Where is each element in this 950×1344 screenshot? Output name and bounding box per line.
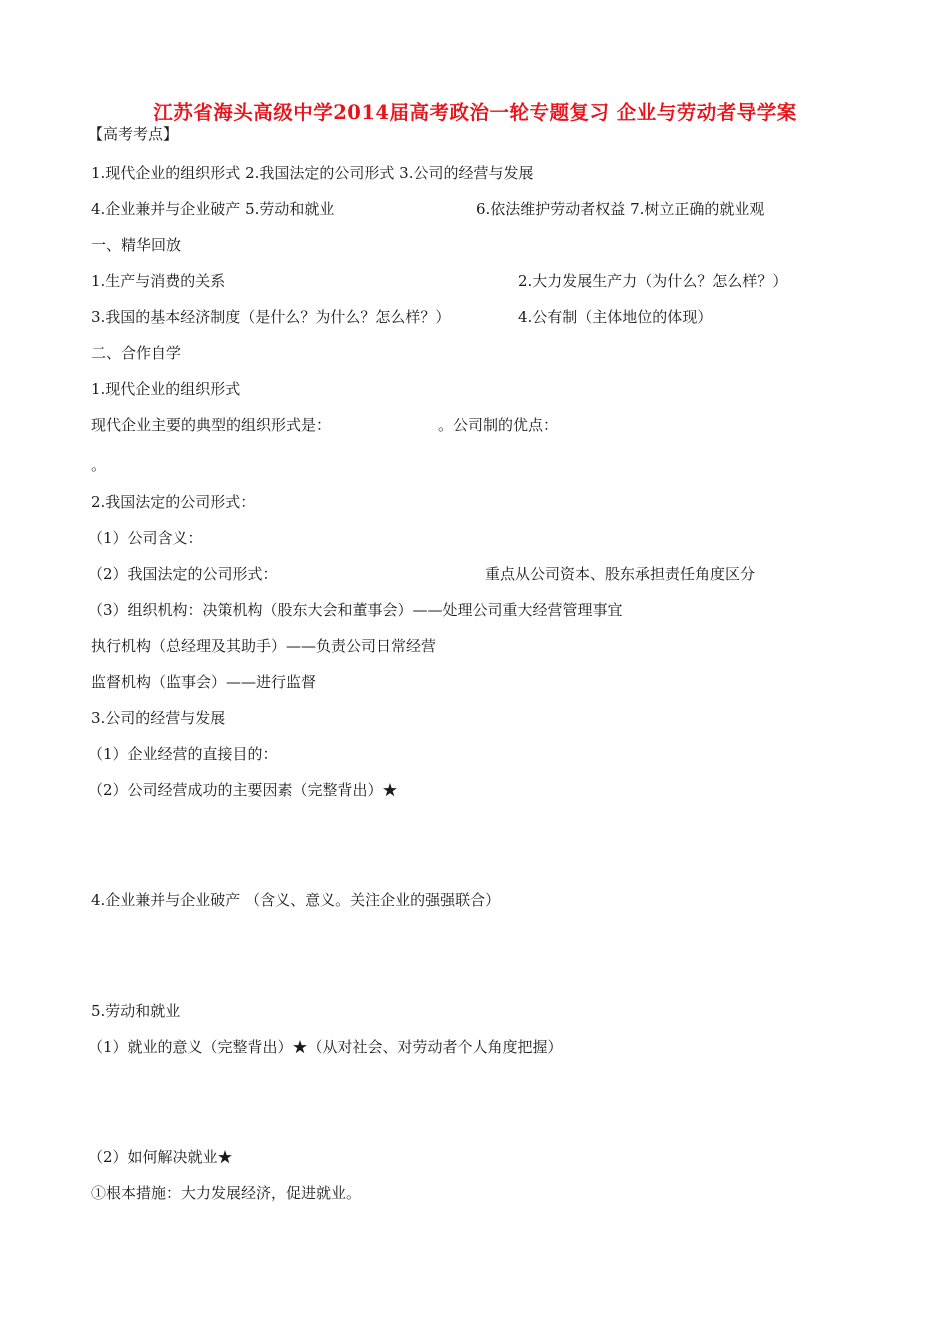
topic-3-title: 3.公司的经营与发展 bbox=[91, 709, 226, 727]
document-title: 江苏省海头高级中学2014届高考政治一轮专题复习 企业与劳动者导学案 bbox=[153, 101, 797, 124]
kaodian-row-2b: 6.依法维护劳动者权益 7.树立正确的就业观 bbox=[476, 200, 765, 218]
topic-1-end: 。 bbox=[91, 456, 107, 474]
topic-1-question-b: 。公司制的优点： bbox=[438, 416, 559, 434]
topic-2-item-3c: 监督机构（监事会）——进行监督 bbox=[91, 673, 317, 691]
section-1-item-4: 4.公有制（主体地位的体现） bbox=[518, 308, 713, 326]
topic-1-title: 1.现代企业的组织形式 bbox=[91, 380, 241, 398]
section-1-item-2: 2.大力发展生产力（为什么？怎么样？） bbox=[518, 272, 788, 290]
section-1-item-3: 3.我国的基本经济制度（是什么？为什么？怎么样？） bbox=[91, 308, 451, 326]
kaodian-row-2a: 4.企业兼并与企业破产 5.劳动和就业 bbox=[91, 200, 335, 218]
topic-4-title: 4.企业兼并与企业破产 （含义、意义。关注企业的强强联合） bbox=[91, 891, 501, 909]
topic-1-question-a: 现代企业主要的典型的组织形式是： bbox=[91, 416, 332, 434]
topic-3-item-1: （1）企业经营的直接目的： bbox=[88, 745, 278, 763]
topic-2-item-2b: 重点从公司资本、股东承担责任角度区分 bbox=[485, 565, 756, 583]
kaodian-header: 【高考考点】 bbox=[88, 125, 179, 143]
topic-2-item-3b: 执行机构（总经理及其助手）——负责公司日常经营 bbox=[91, 637, 437, 655]
topic-2-item-3: （3）组织机构：决策机构（股东大会和董事会）——处理公司重大经营管理事宜 bbox=[88, 601, 623, 619]
section-1-item-1: 1.生产与消费的关系 bbox=[91, 272, 226, 290]
topic-2-item-1: （1）公司含义： bbox=[88, 529, 203, 547]
topic-3-item-2: （2）公司经营成功的主要因素（完整背出）★ bbox=[88, 781, 398, 799]
topic-5-item-2a: ①根本措施：大力发展经济，促进就业。 bbox=[91, 1184, 362, 1202]
topic-5-item-2: （2）如何解决就业★ bbox=[88, 1148, 233, 1166]
section-2-header: 二、合作自学 bbox=[91, 344, 182, 362]
topic-5-title: 5.劳动和就业 bbox=[91, 1002, 181, 1020]
topic-2-item-2a: （2）我国法定的公司形式： bbox=[88, 565, 278, 583]
topic-5-item-1: （1）就业的意义（完整背出）★（从对社会、对劳动者个人角度把握） bbox=[88, 1038, 563, 1056]
kaodian-row-1: 1.现代企业的组织形式 2.我国法定的公司形式 3.公司的经营与发展 bbox=[91, 164, 534, 182]
topic-2-title: 2.我国法定的公司形式： bbox=[91, 493, 256, 511]
section-1-header: 一、精华回放 bbox=[91, 236, 182, 254]
